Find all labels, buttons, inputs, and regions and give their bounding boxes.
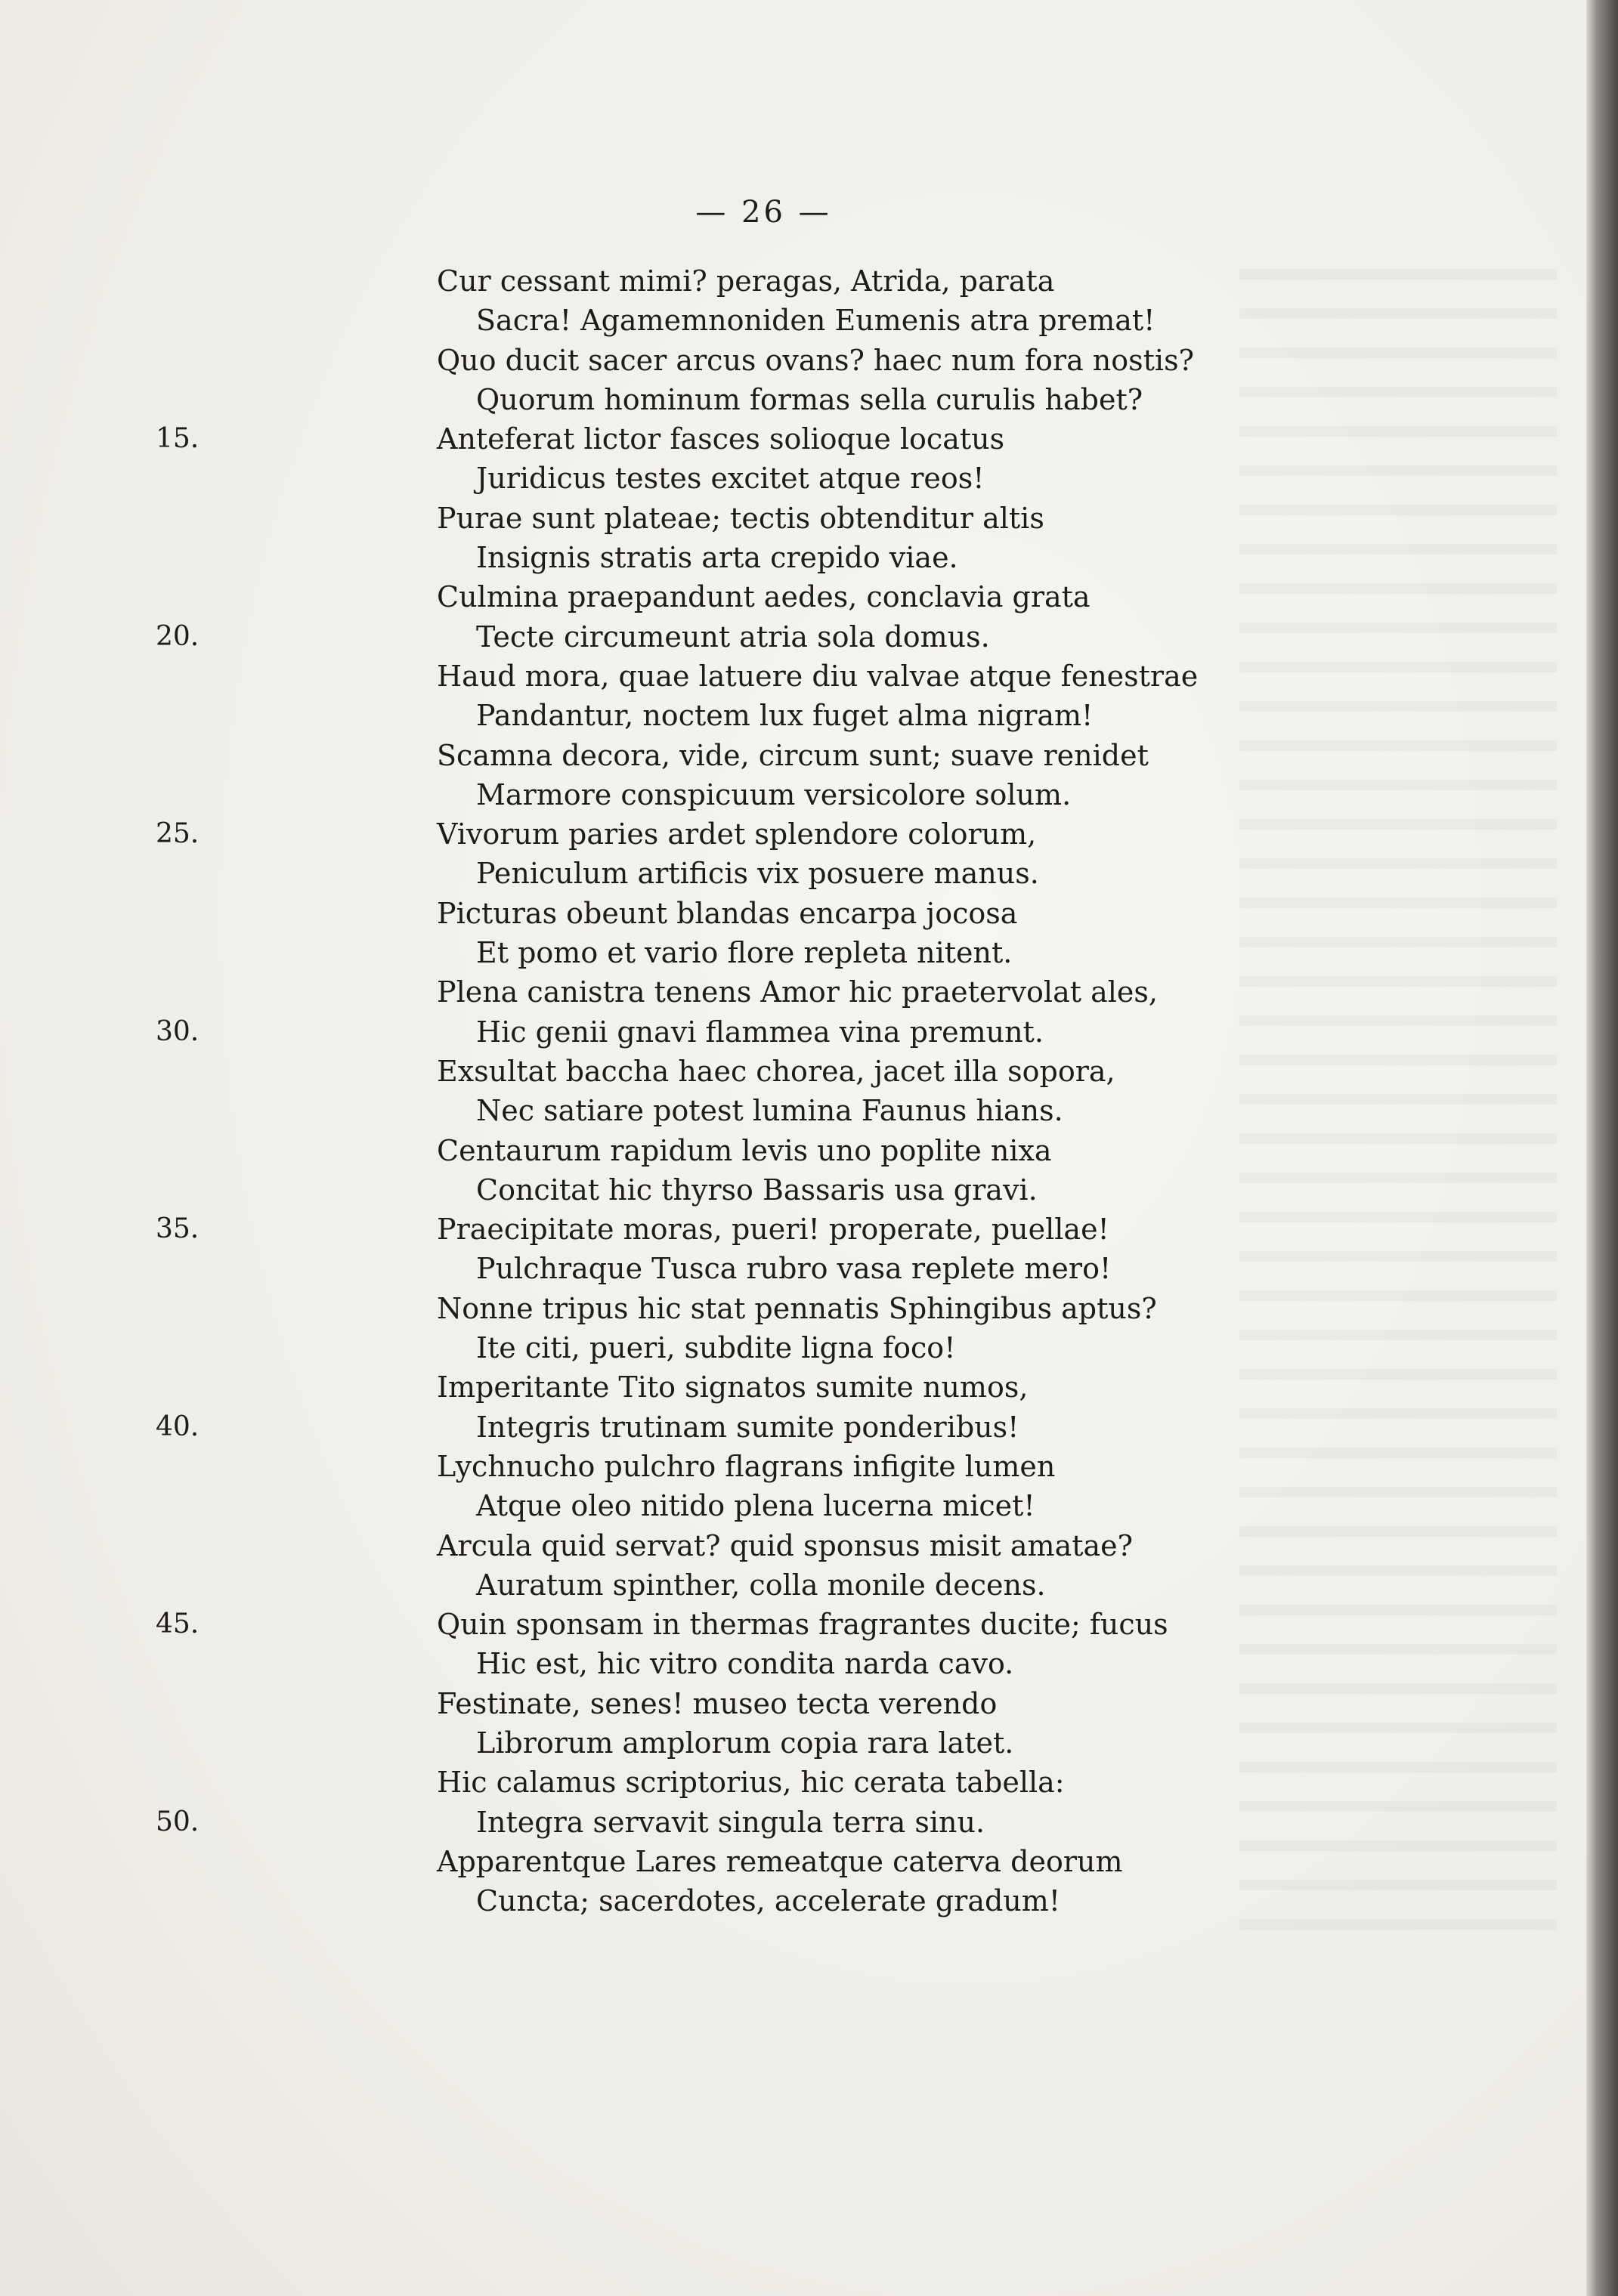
line-text: Quo ducit sacer arcus ovans? haec num fora nostis? <box>437 343 1194 377</box>
poem-line <box>437 736 1198 775</box>
poem-line <box>437 775 1198 814</box>
line-text: Auratum spinther, colla monile decens. <box>476 1568 1046 1602</box>
line-number: 30. <box>156 1015 200 1047</box>
poem-line <box>156 1012 1198 1052</box>
poem-line <box>156 1408 1198 1447</box>
poem-line <box>437 1526 1198 1565</box>
line-text: Pandantur, noctem lux fuget alma nigram! <box>476 699 1094 733</box>
show-through-text <box>1239 249 1557 1949</box>
poem <box>156 261 1199 1921</box>
poem-line <box>156 1803 1198 1842</box>
poem-line <box>437 894 1198 933</box>
poem-line <box>437 1684 1198 1723</box>
poem-line <box>437 933 1198 972</box>
poem-line <box>437 1881 1198 1921</box>
line-text: Exsultat baccha haec chorea, jacet illa sopora, <box>437 1054 1115 1088</box>
line-text: Vivorum paries ardet splendore colorum, <box>437 817 1037 851</box>
poem-line <box>437 1723 1198 1763</box>
line-text: Et pomo et vario flore repleta nitent. <box>476 936 1013 970</box>
poem-line <box>437 1052 1198 1091</box>
page-edge-shadow <box>1586 0 1618 2296</box>
poem-line <box>437 657 1198 696</box>
line-text: Nec satiare potest lumina Faunus hians. <box>476 1094 1063 1128</box>
poem-line <box>437 1367 1198 1407</box>
poem-line <box>156 617 1198 657</box>
line-text: Imperitante Tito signatos sumite numos, <box>437 1370 1029 1404</box>
line-text: Cur cessant mimi? peragas, Atrida, parata <box>437 264 1055 298</box>
line-text: Purae sunt plateae; tectis obtenditur altis <box>437 501 1044 535</box>
poem-line <box>156 814 1198 854</box>
poem-line <box>437 696 1198 735</box>
poem-line <box>437 499 1198 538</box>
line-text: Praecipitate moras, pueri! properate, puellae! <box>437 1213 1109 1247</box>
poem-line <box>437 459 1198 498</box>
poem-line <box>437 1328 1198 1367</box>
line-text: Ite citi, pueri, subdite ligna foco! <box>476 1331 956 1365</box>
poem-line <box>437 1170 1198 1210</box>
poem-line <box>156 1210 1198 1249</box>
poem-line <box>437 1131 1198 1170</box>
line-text: Lychnucho pulchro flagrans infigite lumen <box>437 1449 1056 1483</box>
poem-line <box>437 1289 1198 1328</box>
line-text: Insignis stratis arta crepido viae. <box>476 541 958 575</box>
line-text: Concitat hic thyrso Bassaris usa gravi. <box>476 1173 1038 1207</box>
poem-line <box>437 1486 1198 1525</box>
line-text: Librorum amplorum copia rara latet. <box>476 1726 1014 1760</box>
poem-line <box>437 1842 1198 1881</box>
poem-line <box>156 419 1198 459</box>
poem-line <box>437 1091 1198 1130</box>
line-text: Festinate, senes! museo tecta verendo <box>437 1686 998 1720</box>
line-text: Apparentque Lares remeatque caterva deorum <box>437 1844 1123 1878</box>
line-text: Cuncta; sacerdotes, accelerate gradum! <box>476 1884 1061 1918</box>
line-text: Quorum hominum formas sella curulis habet? <box>476 382 1143 416</box>
poem-line <box>437 972 1198 1012</box>
line-text: Pulchraque Tusca rubro vasa replete mero! <box>476 1252 1112 1286</box>
poem-line <box>437 1644 1198 1683</box>
line-text: Juridicus testes excitet atque reos! <box>476 462 985 496</box>
poem-line <box>437 1447 1198 1486</box>
poem-line <box>437 1249 1198 1288</box>
poem-line <box>437 1763 1198 1802</box>
line-text: Integra servavit singula terra sinu. <box>476 1805 985 1839</box>
line-text: Culmina praepandunt aedes, conclavia grata <box>437 580 1091 614</box>
poem-line <box>437 341 1198 380</box>
line-text: Plena canistra tenens Amor hic praetervolat ales, <box>437 975 1158 1009</box>
line-text: Arcula quid servat? quid sponsus misit amatae? <box>437 1528 1134 1562</box>
line-text: Anteferat lictor fasces solioque locatus <box>437 422 1005 456</box>
poem-line <box>156 1605 1198 1644</box>
line-number: 15. <box>156 423 200 455</box>
line-text: Haud mora, quae latuere diu valvae atque fenestrae <box>437 659 1199 693</box>
line-number: 40. <box>156 1411 200 1442</box>
poem-line <box>437 261 1198 301</box>
line-text: Marmore conspicuum versicolore solum. <box>476 777 1072 811</box>
line-number: 20. <box>156 620 200 652</box>
poem-line <box>437 380 1198 419</box>
line-text: Hic genii gnavi flammea vina premunt. <box>476 1015 1044 1049</box>
poem-line <box>437 301 1198 340</box>
line-text: Nonne tripus hic stat pennatis Sphingibus aptus? <box>437 1291 1157 1325</box>
page-number: — 26 — <box>695 195 832 230</box>
line-text: Tecte circumeunt atria sola domus. <box>476 620 990 654</box>
line-text: Centaurum rapidum levis uno poplite nixa <box>437 1133 1052 1167</box>
line-text: Peniculum artificis vix posuere manus. <box>476 857 1039 891</box>
line-text: Hic est, hic vitro condita narda cavo. <box>476 1647 1014 1681</box>
poem-line <box>437 1565 1198 1605</box>
line-number: 35. <box>156 1213 200 1245</box>
poem-line <box>437 538 1198 577</box>
line-text: Atque oleo nitido plena lucerna micet! <box>476 1489 1035 1523</box>
line-text: Sacra! Agamemnoniden Eumenis atra premat! <box>476 304 1155 338</box>
line-text: Scamna decora, vide, circum sunt; suave renidet <box>437 738 1149 772</box>
poem-line <box>437 854 1198 893</box>
line-text: Quin sponsam in thermas fragrantes ducite; fucus <box>437 1608 1168 1642</box>
line-text: Integris trutinam sumite ponderibus! <box>476 1410 1019 1444</box>
line-number: 25. <box>156 818 200 850</box>
line-number: 50. <box>156 1806 200 1837</box>
line-number: 45. <box>156 1608 200 1640</box>
line-text: Hic calamus scriptorius, hic cerata tabella: <box>437 1766 1065 1800</box>
poem-line <box>437 577 1198 616</box>
line-text: Picturas obeunt blandas encarpa jocosa <box>437 896 1018 930</box>
